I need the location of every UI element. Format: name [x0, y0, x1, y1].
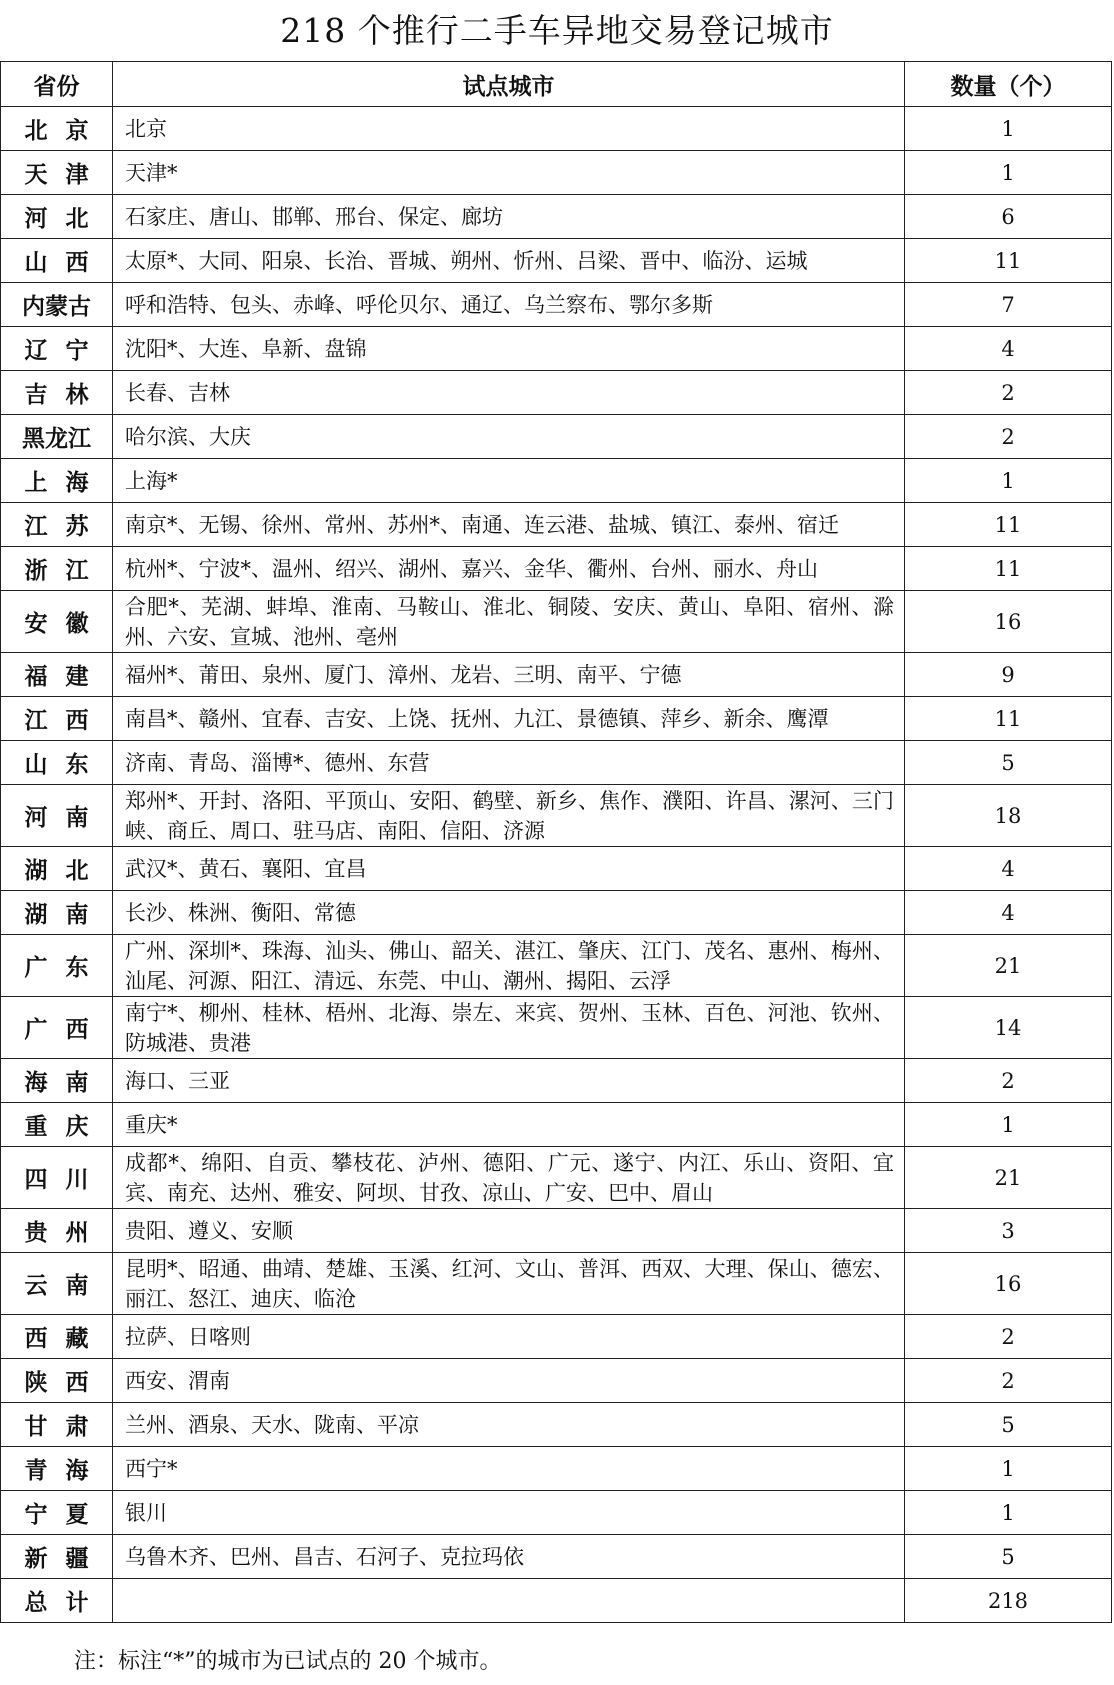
cities-cell: 长春、吉林 — [113, 371, 905, 415]
cities-cell: 北京 — [113, 107, 905, 151]
cities-cell: 沈阳*、大连、阜新、盘锦 — [113, 327, 905, 371]
province-cell: 山西 — [1, 239, 113, 283]
table-row — [1, 1491, 1112, 1535]
cities-cell: 长沙、株洲、衡阳、常德 — [113, 891, 905, 935]
province-cell: 陕西 — [1, 1359, 113, 1403]
province-cell: 吉林 — [1, 371, 113, 415]
table-row — [1, 697, 1112, 741]
count-cell: 4 — [905, 327, 1112, 371]
province-cell: 湖北 — [1, 847, 113, 891]
count-cell: 21 — [905, 1147, 1112, 1209]
table-row — [1, 1147, 1112, 1209]
cities-cell: 上海* — [113, 459, 905, 503]
cities-cell: 南京*、无锡、徐州、常州、苏州*、南通、连云港、盐城、镇江、泰州、宿迁 — [113, 503, 905, 547]
count-cell: 11 — [905, 697, 1112, 741]
count-cell: 5 — [905, 1535, 1112, 1579]
province-cell: 广东 — [1, 935, 113, 997]
count-cell: 4 — [905, 891, 1112, 935]
cities-cell: 福州*、莆田、泉州、厦门、漳州、龙岩、三明、南平、宁德 — [113, 653, 905, 697]
table-row — [1, 151, 1112, 195]
cities-cell: 合肥*、芜湖、蚌埠、淮南、马鞍山、淮北、铜陵、安庆、黄山、阜阳、宿州、滁州、六安、宣城、池州、亳州 — [113, 591, 905, 653]
cities-cell: 济南、青岛、淄博*、德州、东营 — [113, 741, 905, 785]
province-cell: 福建 — [1, 653, 113, 697]
cities-cell: 广州、深圳*、珠海、汕头、佛山、韶关、湛江、肇庆、江门、茂名、惠州、梅州、汕尾、河源、阳江、清远、东莞、中山、潮州、揭阳、云浮 — [113, 935, 905, 997]
count-cell: 18 — [905, 785, 1112, 847]
count-cell: 16 — [905, 591, 1112, 653]
count-cell: 1 — [905, 1103, 1112, 1147]
count-cell: 21 — [905, 935, 1112, 997]
cities-cell: 南昌*、赣州、宜春、吉安、上饶、抚州、九江、景德镇、萍乡、新余、鹰潭 — [113, 697, 905, 741]
table-row — [1, 591, 1112, 653]
header-count: 数量（个） — [905, 62, 1112, 107]
count-cell: 2 — [905, 1315, 1112, 1359]
province-cell: 甘肃 — [1, 1403, 113, 1447]
province-cell: 江西 — [1, 697, 113, 741]
count-cell: 2 — [905, 371, 1112, 415]
count-cell: 1 — [905, 107, 1112, 151]
table-row — [1, 1403, 1112, 1447]
province-cell: 新疆 — [1, 1535, 113, 1579]
province-cell: 江苏 — [1, 503, 113, 547]
cities-cell: 呼和浩特、包头、赤峰、呼伦贝尔、通辽、乌兰察布、鄂尔多斯 — [113, 283, 905, 327]
province-cell: 四川 — [1, 1147, 113, 1209]
province-cell: 黑龙江 — [1, 415, 113, 459]
footnote: 注：标注“*”的城市为已试点的 20 个城市。 — [74, 1649, 502, 1674]
cities-cell: 海口、三亚 — [113, 1059, 905, 1103]
province-cell: 重庆 — [1, 1103, 113, 1147]
table-row — [1, 371, 1112, 415]
table-row — [1, 1209, 1112, 1253]
province-cell: 北京 — [1, 107, 113, 151]
province-cell: 内蒙古 — [1, 283, 113, 327]
count-cell: 1 — [905, 1447, 1112, 1491]
header-cities: 试点城市 — [113, 62, 905, 107]
province-cell: 辽宁 — [1, 327, 113, 371]
cities-cell: 兰州、酒泉、天水、陇南、平凉 — [113, 1403, 905, 1447]
count-cell: 7 — [905, 283, 1112, 327]
province-cell: 上海 — [1, 459, 113, 503]
table-row — [1, 1059, 1112, 1103]
count-cell: 11 — [905, 503, 1112, 547]
total-cities-cell — [113, 1579, 905, 1623]
table-row — [1, 1253, 1112, 1315]
table-row — [1, 1359, 1112, 1403]
province-cell: 广西 — [1, 997, 113, 1059]
table-row — [1, 415, 1112, 459]
cities-cell: 石家庄、唐山、邯郸、邢台、保定、廊坊 — [113, 195, 905, 239]
page-title: 218 个推行二手车异地交易登记城市 — [280, 11, 834, 50]
table-row — [1, 1103, 1112, 1147]
table-row — [1, 653, 1112, 697]
count-cell: 16 — [905, 1253, 1112, 1315]
city-table — [0, 61, 1112, 1623]
count-cell: 2 — [905, 1059, 1112, 1103]
header-province: 省份 — [1, 62, 113, 107]
table-row — [1, 785, 1112, 847]
province-cell: 山东 — [1, 741, 113, 785]
cities-cell: 西宁* — [113, 1447, 905, 1491]
table-row — [1, 503, 1112, 547]
count-cell: 3 — [905, 1209, 1112, 1253]
table-row — [1, 741, 1112, 785]
cities-cell: 成都*、绵阳、自贡、攀枝花、泸州、德阳、广元、遂宁、内江、乐山、资阳、宜宾、南充、达州、雅安、阿坝、甘孜、凉山、广安、巴中、眉山 — [113, 1147, 905, 1209]
cities-cell: 西安、渭南 — [113, 1359, 905, 1403]
table-row — [1, 239, 1112, 283]
province-cell: 安徽 — [1, 591, 113, 653]
table-row — [1, 847, 1112, 891]
count-cell: 5 — [905, 741, 1112, 785]
table-row — [1, 283, 1112, 327]
table-body — [1, 107, 1112, 1623]
province-cell: 贵州 — [1, 1209, 113, 1253]
cities-cell: 昆明*、昭通、曲靖、楚雄、玉溪、红河、文山、普洱、西双、大理、保山、德宏、丽江、怒江、迪庆、临沧 — [113, 1253, 905, 1315]
province-cell: 浙江 — [1, 547, 113, 591]
count-cell: 5 — [905, 1403, 1112, 1447]
table-header-row — [1, 62, 1112, 107]
province-cell: 河南 — [1, 785, 113, 847]
count-cell: 2 — [905, 415, 1112, 459]
table-row — [1, 891, 1112, 935]
table-row — [1, 459, 1112, 503]
cities-cell: 天津* — [113, 151, 905, 195]
count-cell: 1 — [905, 1491, 1112, 1535]
total-count: 218 — [905, 1579, 1112, 1623]
province-cell: 宁夏 — [1, 1491, 113, 1535]
table-row — [1, 1447, 1112, 1491]
province-cell: 河北 — [1, 195, 113, 239]
cities-cell: 太原*、大同、阳泉、长治、晋城、朔州、忻州、吕梁、晋中、临汾、运城 — [113, 239, 905, 283]
table-row — [1, 935, 1112, 997]
province-cell: 青海 — [1, 1447, 113, 1491]
province-cell: 云南 — [1, 1253, 113, 1315]
cities-cell: 重庆* — [113, 1103, 905, 1147]
table-row — [1, 1315, 1112, 1359]
count-cell: 14 — [905, 997, 1112, 1059]
province-cell: 西藏 — [1, 1315, 113, 1359]
table-row — [1, 997, 1112, 1059]
count-cell: 6 — [905, 195, 1112, 239]
table-row — [1, 1535, 1112, 1579]
province-cell: 天津 — [1, 151, 113, 195]
count-cell: 9 — [905, 653, 1112, 697]
cities-cell: 郑州*、开封、洛阳、平顶山、安阳、鹤壁、新乡、焦作、濮阳、许昌、漯河、三门峡、商丘、周口、驻马店、南阳、信阳、济源 — [113, 785, 905, 847]
total-row — [1, 1579, 1112, 1623]
count-cell: 11 — [905, 547, 1112, 591]
count-cell: 2 — [905, 1359, 1112, 1403]
cities-cell: 武汉*、黄石、襄阳、宜昌 — [113, 847, 905, 891]
cities-cell: 拉萨、日喀则 — [113, 1315, 905, 1359]
count-cell: 1 — [905, 459, 1112, 503]
province-cell: 海南 — [1, 1059, 113, 1103]
table-row — [1, 107, 1112, 151]
count-cell: 4 — [905, 847, 1112, 891]
total-label: 总计 — [1, 1579, 113, 1623]
table-row — [1, 547, 1112, 591]
cities-cell: 乌鲁木齐、巴州、昌吉、石河子、克拉玛依 — [113, 1535, 905, 1579]
table-row — [1, 195, 1112, 239]
table-row — [1, 327, 1112, 371]
cities-cell: 杭州*、宁波*、温州、绍兴、湖州、嘉兴、金华、衢州、台州、丽水、舟山 — [113, 547, 905, 591]
cities-cell: 银川 — [113, 1491, 905, 1535]
cities-cell: 南宁*、柳州、桂林、梧州、北海、崇左、来宾、贺州、玉林、百色、河池、钦州、防城港、贵港 — [113, 997, 905, 1059]
province-cell: 湖南 — [1, 891, 113, 935]
cities-cell: 贵阳、遵义、安顺 — [113, 1209, 905, 1253]
cities-cell: 哈尔滨、大庆 — [113, 415, 905, 459]
count-cell: 11 — [905, 239, 1112, 283]
count-cell: 1 — [905, 151, 1112, 195]
